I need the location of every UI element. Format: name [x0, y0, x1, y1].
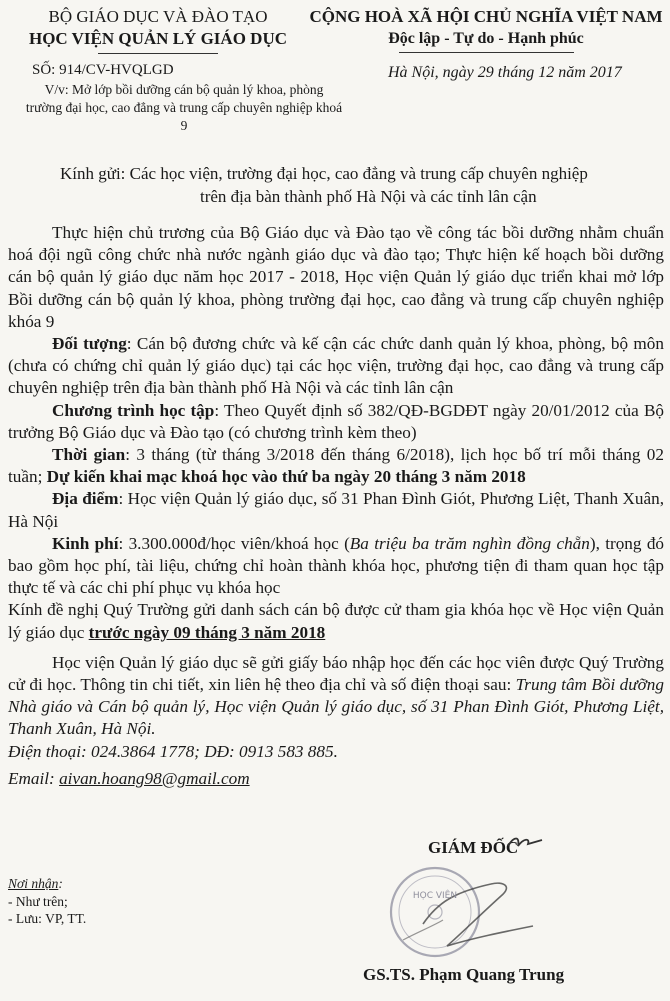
- stamp-label: HỌC VIỆN: [412, 891, 458, 901]
- target-paragraph: [8, 333, 664, 400]
- national-header: [305, 6, 667, 53]
- recipient-item-2: - Lưu: VP, TT.: [8, 911, 87, 926]
- signer-title: GIÁM ĐỐC: [428, 838, 519, 857]
- recipients-heading: [8, 875, 86, 893]
- time-label: Thời gian: [52, 445, 126, 465]
- recipients-label: Nơi nhận: [8, 876, 59, 891]
- recipients-block: [8, 875, 86, 928]
- motto-underline: [399, 52, 574, 53]
- ministry-name: BỘ GIÁO DỤC VÀ ĐÀO TẠO: [48, 7, 268, 26]
- program-label: Chương trình học tập: [52, 400, 215, 420]
- recipients-colon: :: [58, 876, 63, 891]
- contact-address: Trung tâm Bồi dưỡng Nhà giáo và Cán bộ quản lý, Học viện Quản lý giáo dục, số 31 Phan Đình Giót, Phương Liệt, Thanh Xuân, Hà Nội.: [8, 675, 664, 739]
- signer-name: GS.TS. Phạm Quang Trung: [363, 965, 565, 984]
- recipient-text-1: Các học viện, trường đại học, cao đẳng và trung cấp chuyên nghiệp: [125, 164, 588, 183]
- country-name: CỘNG HOÀ XÃ HỘI CHỦ NGHĨA VIỆT NAM: [309, 7, 663, 26]
- institute-name: HỌC VIỆN QUẢN LÝ GIÁO DỤC: [28, 29, 287, 48]
- initial-mark-icon: [506, 832, 546, 852]
- subject-line-2: trường đại học, cao đẳng và trung cấp chuyên nghiệp khoá 9: [25, 100, 343, 133]
- program-paragraph: [8, 400, 664, 444]
- opening-date: Dự kiến khai mạc khoá học vào thứ ba ngày 20 tháng 3 năm 2018: [46, 467, 526, 487]
- email-line: [8, 768, 664, 790]
- request-paragraph: [8, 599, 664, 643]
- recipient-line-2: trên địa bàn thành phố Hà Nội và các tỉnh lân cận: [200, 187, 537, 206]
- fee-label: Kinh phí: [52, 533, 119, 553]
- place-text: : Học viện Quản lý giáo dục, số 31 Phan Đình Giót, Phương Liệt, Thanh Xuân, Hà Nội: [8, 489, 664, 531]
- time-paragraph: [8, 444, 664, 488]
- program-text: : Theo Quyết định số 382/QĐ-BGDĐT ngày 20/01/2012 của Bộ trưởng Bộ Giáo dục và Đào tạo (có chương trình kèm theo): [8, 400, 664, 442]
- fee-text: : 3.300.000đ/học viên/khoá học (: [118, 533, 350, 553]
- national-motto: Độc lập - Tự do - Hạnh phúc: [388, 30, 584, 47]
- recipient-item-1: - Như trên;: [8, 893, 68, 909]
- recipient-label: Kính gửi:: [60, 164, 126, 183]
- notice-paragraph: [8, 652, 664, 741]
- target-text: : Cán bộ đương chức và kế cận các chức danh quản lý khoa, phòng, bộ môn (chưa có chứng chỉ quản lý giáo dục) tại các học viện, trường đại học, cao đẳng và trung cấp chuyên nghiệp trên địa bàn thành phố Hà Nội và các tỉnh lân cận: [8, 334, 664, 398]
- phone-line: Điện thoại: 024.3864 1778; DĐ: 0913 583 885.: [8, 741, 338, 761]
- place-paragraph: [8, 488, 664, 532]
- request-text: Kính đề nghị Quý Trường gửi danh sách cán bộ được cử tham gia khóa học về Học viện Quản lý giáo dục: [8, 600, 664, 642]
- issuer-underline: [98, 53, 218, 54]
- notice-text: Học viện Quản lý giáo dục sẽ gửi giấy báo nhập học đến các học viên được Quý Trường cử đi học. Thông tin chi tiết, xin liên hệ theo địa chỉ và số điện thoại sau:: [8, 652, 664, 695]
- issuer-block: [8, 6, 308, 54]
- document-subject: [24, 81, 344, 135]
- target-label: Đối tượng: [52, 334, 127, 354]
- email-label: Email:: [8, 768, 60, 788]
- intro-paragraph: Thực hiện chủ trương của Bộ Giáo dục và Đào tạo về công tác bồi dưỡng nhằm chuẩn hoá đội ngũ công chức nhà nước ngành giáo dục và đào tạo; Thực hiện kế hoạch bồi dưỡng cán bộ quản lý giáo dục năm học 2017 - 2018, Học viện Quản lý giáo dục triển khai mở lớp Bồi dưỡng cán bộ quản lý khoa, phòng trường đại học, cao đẳng và trung cấp chuyên nghiệp khóa 9: [8, 223, 664, 331]
- recipient-line-1: [60, 164, 588, 184]
- time-text: : 3 tháng (từ tháng 3/2018 đến tháng 6/2018), lịch học bố trí mỗi tháng 02 tuần;: [8, 445, 664, 487]
- place-label: Địa điểm: [52, 489, 119, 509]
- place-date: Hà Nội, ngày 29 tháng 12 năm 2017: [388, 64, 622, 81]
- subject-line-1: V/v: Mở lớp bồi dưỡng cán bộ quản lý khoa, phòng: [44, 82, 324, 97]
- fee-paragraph: [8, 533, 664, 600]
- email-address[interactable]: aivan.hoang98@gmail.com: [59, 768, 250, 788]
- fee-rest: ), trọng đó bao gồm học phí, tài liệu, chứng chỉ hoàn thành khóa học, phương tiện đi tham quan học tập thực tế và các chi phí phục vụ khóa học: [8, 533, 665, 598]
- official-stamp-icon: [363, 862, 543, 962]
- letter-body: [8, 222, 664, 790]
- fee-in-words: Ba triệu ba trăm nghìn đồng chẵn: [349, 533, 590, 553]
- request-deadline: trước ngày 09 tháng 3 năm 2018: [88, 622, 326, 642]
- document-number: SỐ: 914/CV-HVQLGD: [32, 62, 174, 78]
